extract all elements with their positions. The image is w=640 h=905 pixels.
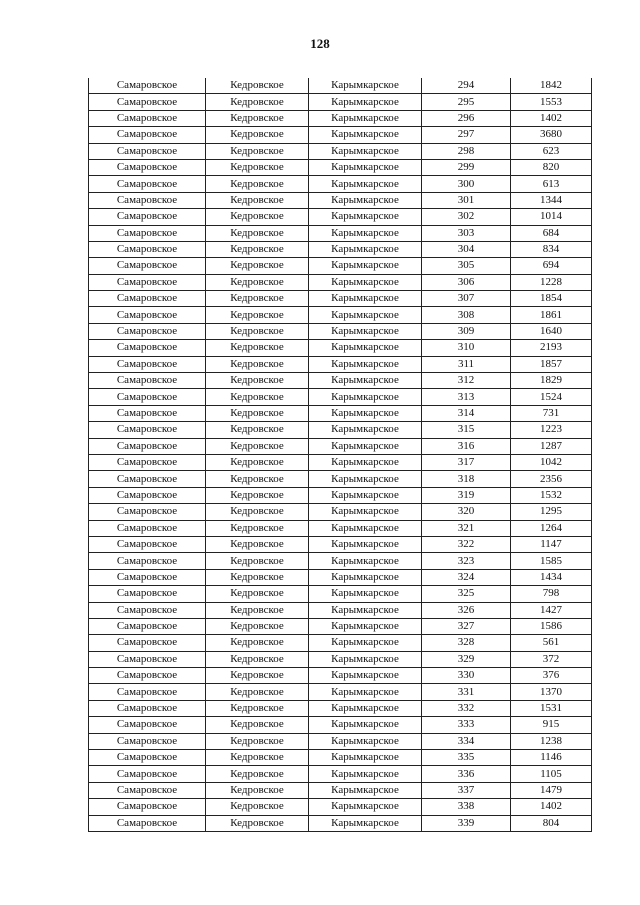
number-cell: 297	[422, 127, 511, 143]
table-row	[89, 405, 592, 421]
district-cell: Кедровское	[206, 815, 309, 831]
number-cell: 298	[422, 143, 511, 159]
field-cell: Карымкарское	[309, 94, 422, 110]
field-cell: Карымкарское	[309, 700, 422, 716]
table-row	[89, 192, 592, 208]
district-cell: Кедровское	[206, 454, 309, 470]
district-cell: Кедровское	[206, 520, 309, 536]
table-row	[89, 569, 592, 585]
region-cell: Самаровское	[89, 323, 206, 339]
table-row	[89, 176, 592, 192]
district-cell: Кедровское	[206, 733, 309, 749]
number-cell: 312	[422, 373, 511, 389]
field-cell: Карымкарское	[309, 258, 422, 274]
district-cell: Кедровское	[206, 192, 309, 208]
table-row	[89, 373, 592, 389]
value-cell: 1427	[511, 602, 592, 618]
table-row	[89, 815, 592, 831]
number-cell: 303	[422, 225, 511, 241]
value-cell: 731	[511, 405, 592, 421]
table-row	[89, 143, 592, 159]
district-cell: Кедровское	[206, 586, 309, 602]
number-cell: 339	[422, 815, 511, 831]
district-cell: Кедровское	[206, 241, 309, 257]
table-row	[89, 340, 592, 356]
value-cell: 1147	[511, 536, 592, 552]
region-cell: Самаровское	[89, 225, 206, 241]
number-cell: 335	[422, 750, 511, 766]
district-cell: Кедровское	[206, 668, 309, 684]
field-cell: Карымкарское	[309, 209, 422, 225]
value-cell: 1402	[511, 799, 592, 815]
number-cell: 320	[422, 504, 511, 520]
field-cell: Карымкарское	[309, 176, 422, 192]
number-cell: 311	[422, 356, 511, 372]
number-cell: 336	[422, 766, 511, 782]
district-cell: Кедровское	[206, 602, 309, 618]
district-cell: Кедровское	[206, 356, 309, 372]
value-cell: 1295	[511, 504, 592, 520]
table-row	[89, 110, 592, 126]
district-cell: Кедровское	[206, 225, 309, 241]
field-cell: Карымкарское	[309, 717, 422, 733]
district-cell: Кедровское	[206, 651, 309, 667]
district-cell: Кедровское	[206, 159, 309, 175]
district-cell: Кедровское	[206, 94, 309, 110]
field-cell: Карымкарское	[309, 307, 422, 323]
number-cell: 328	[422, 635, 511, 651]
region-cell: Самаровское	[89, 78, 206, 94]
field-cell: Карымкарское	[309, 651, 422, 667]
field-cell: Карымкарское	[309, 389, 422, 405]
value-cell: 684	[511, 225, 592, 241]
number-cell: 315	[422, 422, 511, 438]
field-cell: Карымкарское	[309, 815, 422, 831]
value-cell: 694	[511, 258, 592, 274]
value-cell: 372	[511, 651, 592, 667]
value-cell: 915	[511, 717, 592, 733]
region-cell: Самаровское	[89, 454, 206, 470]
table-row	[89, 356, 592, 372]
value-cell: 1014	[511, 209, 592, 225]
field-cell: Карымкарское	[309, 143, 422, 159]
table-row	[89, 454, 592, 470]
table-row	[89, 766, 592, 782]
table-row	[89, 717, 592, 733]
value-cell: 1857	[511, 356, 592, 372]
field-cell: Карымкарское	[309, 782, 422, 798]
field-cell: Карымкарское	[309, 127, 422, 143]
number-cell: 299	[422, 159, 511, 175]
field-cell: Карымкарское	[309, 569, 422, 585]
table-row	[89, 586, 592, 602]
value-cell: 1105	[511, 766, 592, 782]
number-cell: 326	[422, 602, 511, 618]
table-row	[89, 78, 592, 94]
table-row	[89, 274, 592, 290]
table-row	[89, 733, 592, 749]
number-cell: 313	[422, 389, 511, 405]
field-cell: Карымкарское	[309, 668, 422, 684]
field-cell: Карымкарское	[309, 536, 422, 552]
value-cell: 1146	[511, 750, 592, 766]
region-cell: Самаровское	[89, 127, 206, 143]
value-cell: 613	[511, 176, 592, 192]
region-cell: Самаровское	[89, 766, 206, 782]
region-cell: Самаровское	[89, 110, 206, 126]
district-cell: Кедровское	[206, 422, 309, 438]
region-cell: Самаровское	[89, 307, 206, 323]
region-cell: Самаровское	[89, 602, 206, 618]
region-cell: Самаровское	[89, 471, 206, 487]
field-cell: Карымкарское	[309, 159, 422, 175]
region-cell: Самаровское	[89, 618, 206, 634]
district-cell: Кедровское	[206, 209, 309, 225]
value-cell: 1586	[511, 618, 592, 634]
value-cell: 1264	[511, 520, 592, 536]
table-row	[89, 602, 592, 618]
field-cell: Карымкарское	[309, 487, 422, 503]
number-cell: 295	[422, 94, 511, 110]
region-cell: Самаровское	[89, 405, 206, 421]
value-cell: 804	[511, 815, 592, 831]
value-cell: 1861	[511, 307, 592, 323]
region-cell: Самаровское	[89, 274, 206, 290]
table-row	[89, 799, 592, 815]
page-number: 128	[310, 36, 330, 51]
district-cell: Кедровское	[206, 766, 309, 782]
table-row	[89, 553, 592, 569]
field-cell: Карымкарское	[309, 438, 422, 454]
region-cell: Самаровское	[89, 553, 206, 569]
table-row	[89, 536, 592, 552]
region-cell: Самаровское	[89, 520, 206, 536]
value-cell: 1553	[511, 94, 592, 110]
field-cell: Карымкарское	[309, 274, 422, 290]
field-cell: Карымкарское	[309, 586, 422, 602]
district-cell: Кедровское	[206, 373, 309, 389]
number-cell: 305	[422, 258, 511, 274]
number-cell: 318	[422, 471, 511, 487]
field-cell: Карымкарское	[309, 618, 422, 634]
number-cell: 322	[422, 536, 511, 552]
number-cell: 338	[422, 799, 511, 815]
value-cell: 1228	[511, 274, 592, 290]
table-row	[89, 700, 592, 716]
value-cell: 1370	[511, 684, 592, 700]
table-row	[89, 307, 592, 323]
region-cell: Самаровское	[89, 422, 206, 438]
table-row	[89, 127, 592, 143]
number-cell: 301	[422, 192, 511, 208]
region-cell: Самаровское	[89, 536, 206, 552]
field-cell: Карымкарское	[309, 340, 422, 356]
field-cell: Карымкарское	[309, 356, 422, 372]
field-cell: Карымкарское	[309, 291, 422, 307]
number-cell: 310	[422, 340, 511, 356]
field-cell: Карымкарское	[309, 225, 422, 241]
number-cell: 319	[422, 487, 511, 503]
table-row	[89, 504, 592, 520]
number-cell: 321	[422, 520, 511, 536]
value-cell: 1042	[511, 454, 592, 470]
field-cell: Карымкарское	[309, 110, 422, 126]
district-cell: Кедровское	[206, 569, 309, 585]
region-cell: Самаровское	[89, 438, 206, 454]
field-cell: Карымкарское	[309, 422, 422, 438]
table-body	[89, 78, 592, 831]
field-cell: Карымкарское	[309, 373, 422, 389]
district-cell: Кедровское	[206, 143, 309, 159]
value-cell: 1434	[511, 569, 592, 585]
value-cell: 798	[511, 586, 592, 602]
district-cell: Кедровское	[206, 176, 309, 192]
value-cell: 834	[511, 241, 592, 257]
value-cell: 3680	[511, 127, 592, 143]
table-row	[89, 684, 592, 700]
district-cell: Кедровское	[206, 618, 309, 634]
value-cell: 2193	[511, 340, 592, 356]
district-cell: Кедровское	[206, 307, 309, 323]
table-row	[89, 782, 592, 798]
field-cell: Карымкарское	[309, 241, 422, 257]
value-cell: 1531	[511, 700, 592, 716]
region-cell: Самаровское	[89, 700, 206, 716]
field-cell: Карымкарское	[309, 799, 422, 815]
table-row	[89, 520, 592, 536]
field-cell: Карымкарское	[309, 635, 422, 651]
district-cell: Кедровское	[206, 635, 309, 651]
district-cell: Кедровское	[206, 78, 309, 94]
number-cell: 308	[422, 307, 511, 323]
value-cell: 1829	[511, 373, 592, 389]
district-cell: Кедровское	[206, 110, 309, 126]
district-cell: Кедровское	[206, 340, 309, 356]
table-row	[89, 651, 592, 667]
field-cell: Карымкарское	[309, 323, 422, 339]
table-row	[89, 438, 592, 454]
number-cell: 317	[422, 454, 511, 470]
district-cell: Кедровское	[206, 127, 309, 143]
district-cell: Кедровское	[206, 471, 309, 487]
table-row	[89, 258, 592, 274]
number-cell: 333	[422, 717, 511, 733]
number-cell: 329	[422, 651, 511, 667]
district-cell: Кедровское	[206, 405, 309, 421]
district-cell: Кедровское	[206, 258, 309, 274]
field-cell: Карымкарское	[309, 192, 422, 208]
number-cell: 306	[422, 274, 511, 290]
region-cell: Самаровское	[89, 782, 206, 798]
value-cell: 1344	[511, 192, 592, 208]
region-cell: Самаровское	[89, 143, 206, 159]
number-cell: 302	[422, 209, 511, 225]
district-cell: Кедровское	[206, 750, 309, 766]
district-cell: Кедровское	[206, 684, 309, 700]
value-cell: 561	[511, 635, 592, 651]
value-cell: 1287	[511, 438, 592, 454]
number-cell: 337	[422, 782, 511, 798]
table-row	[89, 471, 592, 487]
field-cell: Карымкарское	[309, 504, 422, 520]
region-cell: Самаровское	[89, 668, 206, 684]
region-cell: Самаровское	[89, 750, 206, 766]
number-cell: 327	[422, 618, 511, 634]
district-cell: Кедровское	[206, 438, 309, 454]
number-cell: 332	[422, 700, 511, 716]
region-cell: Самаровское	[89, 717, 206, 733]
number-cell: 323	[422, 553, 511, 569]
district-cell: Кедровское	[206, 536, 309, 552]
table-row	[89, 635, 592, 651]
number-cell: 300	[422, 176, 511, 192]
district-cell: Кедровское	[206, 504, 309, 520]
region-cell: Самаровское	[89, 569, 206, 585]
field-cell: Карымкарское	[309, 684, 422, 700]
region-cell: Самаровское	[89, 159, 206, 175]
field-cell: Карымкарское	[309, 602, 422, 618]
table-row	[89, 750, 592, 766]
region-cell: Самаровское	[89, 241, 206, 257]
field-cell: Карымкарское	[309, 405, 422, 421]
region-cell: Самаровское	[89, 487, 206, 503]
registry-table	[88, 78, 592, 832]
table-row	[89, 618, 592, 634]
field-cell: Карымкарское	[309, 520, 422, 536]
number-cell: 334	[422, 733, 511, 749]
number-cell: 316	[422, 438, 511, 454]
number-cell: 294	[422, 78, 511, 94]
value-cell: 1854	[511, 291, 592, 307]
field-cell: Карымкарское	[309, 78, 422, 94]
region-cell: Самаровское	[89, 291, 206, 307]
region-cell: Самаровское	[89, 176, 206, 192]
value-cell: 1532	[511, 487, 592, 503]
region-cell: Самаровское	[89, 94, 206, 110]
region-cell: Самаровское	[89, 504, 206, 520]
table-row	[89, 323, 592, 339]
value-cell: 1223	[511, 422, 592, 438]
value-cell: 1585	[511, 553, 592, 569]
table-row	[89, 225, 592, 241]
district-cell: Кедровское	[206, 323, 309, 339]
number-cell: 309	[422, 323, 511, 339]
district-cell: Кедровское	[206, 389, 309, 405]
table-row	[89, 209, 592, 225]
district-cell: Кедровское	[206, 799, 309, 815]
region-cell: Самаровское	[89, 684, 206, 700]
region-cell: Самаровское	[89, 340, 206, 356]
region-cell: Самаровское	[89, 373, 206, 389]
region-cell: Самаровское	[89, 192, 206, 208]
value-cell: 820	[511, 159, 592, 175]
field-cell: Карымкарское	[309, 454, 422, 470]
district-cell: Кедровское	[206, 487, 309, 503]
region-cell: Самаровское	[89, 815, 206, 831]
value-cell: 376	[511, 668, 592, 684]
number-cell: 324	[422, 569, 511, 585]
value-cell: 1640	[511, 323, 592, 339]
region-cell: Самаровское	[89, 209, 206, 225]
value-cell: 623	[511, 143, 592, 159]
value-cell: 1524	[511, 389, 592, 405]
number-cell: 296	[422, 110, 511, 126]
district-cell: Кедровское	[206, 553, 309, 569]
value-cell: 1479	[511, 782, 592, 798]
table-row	[89, 668, 592, 684]
value-cell: 1842	[511, 78, 592, 94]
district-cell: Кедровское	[206, 274, 309, 290]
number-cell: 304	[422, 241, 511, 257]
value-cell: 1402	[511, 110, 592, 126]
region-cell: Самаровское	[89, 356, 206, 372]
district-cell: Кедровское	[206, 291, 309, 307]
district-cell: Кедровское	[206, 782, 309, 798]
region-cell: Самаровское	[89, 389, 206, 405]
value-cell: 1238	[511, 733, 592, 749]
region-cell: Самаровское	[89, 733, 206, 749]
region-cell: Самаровское	[89, 586, 206, 602]
field-cell: Карымкарское	[309, 733, 422, 749]
district-cell: Кедровское	[206, 700, 309, 716]
district-cell: Кедровское	[206, 717, 309, 733]
number-cell: 314	[422, 405, 511, 421]
field-cell: Карымкарское	[309, 750, 422, 766]
number-cell: 330	[422, 668, 511, 684]
table-row	[89, 291, 592, 307]
table-row	[89, 94, 592, 110]
number-cell: 331	[422, 684, 511, 700]
table-row	[89, 487, 592, 503]
region-cell: Самаровское	[89, 799, 206, 815]
value-cell: 2356	[511, 471, 592, 487]
table-row	[89, 389, 592, 405]
number-cell: 325	[422, 586, 511, 602]
field-cell: Карымкарское	[309, 471, 422, 487]
region-cell: Самаровское	[89, 635, 206, 651]
region-cell: Самаровское	[89, 258, 206, 274]
number-cell: 307	[422, 291, 511, 307]
field-cell: Карымкарское	[309, 766, 422, 782]
table-row	[89, 159, 592, 175]
field-cell: Карымкарское	[309, 553, 422, 569]
region-cell: Самаровское	[89, 651, 206, 667]
table-row	[89, 241, 592, 257]
table-row	[89, 422, 592, 438]
